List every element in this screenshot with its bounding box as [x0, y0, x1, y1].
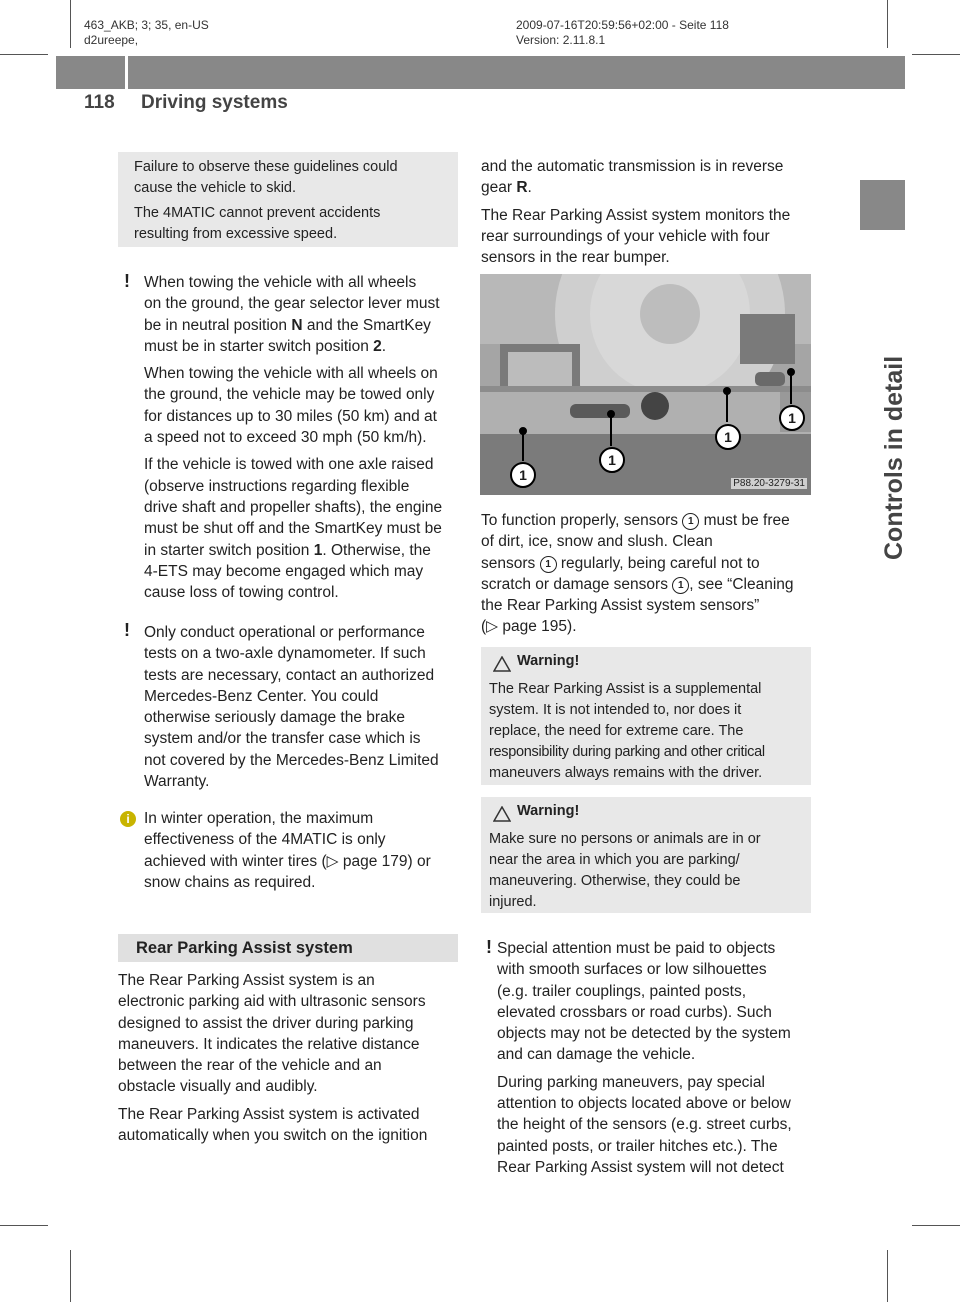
text-line: drive shaft and propeller shafts), the engine — [144, 498, 443, 516]
text-run: regularly, being careful not to — [556, 554, 760, 572]
warning-title: Warning! — [517, 653, 580, 669]
rpa-intro — [118, 970, 463, 1146]
crop-mark — [887, 1250, 888, 1302]
text-line — [481, 510, 816, 531]
exclaim-icon: ! — [124, 620, 130, 640]
text-run: be in neutral position — [144, 316, 292, 334]
text-line: attention to objects located above or below — [497, 1095, 791, 1113]
text-line: snow chains as required. — [144, 873, 316, 891]
text-line — [481, 177, 816, 198]
exclaim-icon: ! — [486, 937, 492, 957]
gear-position: N — [291, 316, 303, 334]
sensor-ref: 1 — [540, 556, 557, 573]
crop-mark — [70, 1250, 71, 1302]
photo-code: P88.20-3279-31 — [733, 478, 805, 489]
crop-mark — [887, 0, 888, 48]
section-title: Driving systems — [141, 92, 288, 113]
text-line: for distances up to 30 miles (50 km) and at — [144, 407, 437, 425]
text-line: not covered by the Mercedes-Benz Limited — [144, 751, 439, 769]
page-number: 118 — [84, 92, 115, 113]
text-line: system and/or the transfer case which is — [144, 730, 421, 748]
text-line: responsibility during parking and other critical — [489, 744, 765, 760]
text-line: designed to assist the driver during parking — [118, 1014, 414, 1032]
text-line: 4-ETS may become engaged which may — [144, 562, 424, 580]
text-line: obstacle visually and audibly. — [118, 1078, 318, 1096]
text-line: During parking maneuvers, pay special — [497, 1073, 765, 1091]
text-line: The Rear Parking Assist system is an — [118, 972, 375, 989]
text-line: Only conduct operational or performance — [144, 624, 425, 641]
text-line: replace, the need for extreme care. The — [489, 723, 744, 739]
text-line: cause loss of towing control. — [144, 584, 339, 602]
text-run: . Otherwise, the — [322, 541, 431, 559]
text-line — [481, 574, 816, 595]
text-line: tests on a two-axle dynamometer. If such — [144, 645, 426, 663]
text-line: Mercedes-Benz Center. You could — [144, 687, 379, 705]
text-line: injured. — [489, 894, 537, 910]
exclaim-icon: ! — [124, 271, 130, 291]
text-line — [144, 336, 464, 357]
header-separator — [125, 56, 128, 119]
text-line: elevated crossbars or road curbs). Such — [497, 1003, 772, 1021]
box-line: cause the vehicle to skid. — [134, 180, 297, 196]
sensor-callout-1: 1 — [599, 447, 625, 473]
crop-mark — [0, 54, 48, 55]
text-line: otherwise seriously damage the brake — [144, 709, 406, 727]
text-line: the ground, the vehicle may be towed only — [144, 386, 435, 404]
crop-mark — [912, 54, 960, 55]
meta-left-line2: d2ureepe, — [84, 33, 139, 47]
text-line: and can damage the vehicle. — [497, 1046, 696, 1064]
text-line — [144, 540, 464, 561]
text-line: When towing the vehicle with all wheels on — [144, 365, 438, 383]
box-line: Failure to observe these guidelines could — [134, 159, 398, 175]
text-line: sensors in the rear bumper. — [481, 249, 670, 267]
box-line: resulting from excessive speed. — [134, 226, 338, 242]
meta-right-line2: Version: 2.11.8.1 — [516, 33, 606, 47]
text-line: (observe instructions regarding flexible — [144, 477, 410, 495]
sensor-callout-1: 1 — [510, 462, 536, 488]
text-line: automatically when you switch on the ignition — [118, 1127, 428, 1145]
sensor-callout-1: 1 — [779, 405, 805, 431]
text-run: . — [527, 179, 532, 197]
text-line: tests are necessary, contact an authorized — [144, 666, 435, 684]
text-run: To function properly, sensors — [481, 512, 683, 529]
sensor-ref: 1 — [672, 577, 689, 594]
text-line: painted posts, or trailer hitches etc.). The — [497, 1137, 778, 1155]
text-line: If the vehicle is towed with one axle raised — [144, 456, 434, 474]
text-line: Rear Parking Assist system will not detect — [497, 1158, 784, 1176]
text-line: objects may not be detected by the system — [497, 1025, 791, 1043]
text-run: scratch or damage sensors — [481, 575, 673, 593]
text-line: must be shut off and the SmartKey must be — [144, 520, 442, 538]
warning-box-2 — [481, 797, 811, 913]
side-tab — [860, 180, 905, 230]
text-line: (e.g. trailer couplings, painted posts, — [497, 982, 746, 1000]
box-line: The 4MATIC cannot prevent accidents — [134, 205, 381, 221]
side-label: Controls in detail — [880, 355, 908, 560]
text-line: on the ground, the gear selector lever must — [144, 295, 440, 313]
objects-note — [497, 938, 817, 1178]
text-line: In winter operation, the maximum — [144, 810, 374, 827]
text-line — [481, 553, 816, 574]
warning-icon — [493, 806, 511, 822]
text-line: When towing the vehicle with all wheels — [144, 274, 417, 291]
text-run: . — [381, 337, 387, 355]
text-line: The Rear Parking Assist system monitors the — [481, 206, 791, 224]
info-icon: i — [120, 811, 136, 827]
crop-mark — [912, 1225, 960, 1226]
gear-position: R — [516, 179, 528, 197]
text-run: must be free — [699, 512, 790, 529]
warning-box-1 — [481, 647, 811, 785]
text-line: electronic parking aid with ultrasonic sensors — [118, 993, 426, 1011]
rpa-activation — [481, 156, 816, 268]
dynamometer-note — [144, 622, 464, 792]
meta-right-line1: 2009-07-16T20:59:56+02:00 - Seite 118 — [516, 18, 729, 32]
print-meta-right — [516, 18, 729, 48]
text-line: The Rear Parking Assist system is activated — [118, 1105, 420, 1123]
crop-mark — [70, 0, 71, 48]
text-line — [144, 315, 464, 336]
text-line: effectiveness of the 4MATIC is only — [144, 831, 386, 849]
text-line: the Rear Parking Assist system sensors” — [481, 597, 760, 615]
text-line: with smooth surfaces or low silhouettes — [497, 961, 767, 979]
text-run: gear — [481, 179, 517, 197]
text-line: The Rear Parking Assist is a supplemental — [489, 681, 762, 697]
sensor-ref: 1 — [682, 513, 699, 530]
text-line: maneuvers. It indicates the relative distance — [118, 1035, 420, 1053]
text-line: rear surroundings of your vehicle with four — [481, 227, 770, 245]
warning-icon — [493, 656, 511, 672]
text-line: a speed not to exceed 30 mph (50 km/h). — [144, 429, 427, 447]
text-line: Special attention must be paid to objects — [497, 940, 776, 957]
text-line: between the rear of the vehicle and an — [118, 1057, 382, 1075]
text-line: maneuvering. Otherwise, they could be — [489, 873, 741, 889]
sensor-callout-1: 1 — [715, 424, 741, 450]
sensor-callouts — [480, 274, 811, 495]
text-line: (▷ page 195). — [481, 618, 577, 636]
text-line: Warranty. — [144, 773, 210, 791]
text-line: the height of the sensors (e.g. street curbs, — [497, 1116, 792, 1134]
text-line: of dirt, ice, snow and slush. Clean — [481, 533, 713, 551]
towing-note — [144, 272, 464, 603]
text-run: must be in starter switch position — [144, 337, 374, 355]
text-run: , see “Cleaning — [689, 575, 794, 593]
guideline-box — [118, 152, 458, 247]
bumper-sensors-photo — [480, 274, 811, 495]
text-run: sensors — [481, 554, 540, 572]
switch-position: 1 — [313, 541, 323, 559]
subheading: Rear Parking Assist system — [136, 939, 353, 957]
text-line: near the area in which you are parking/ — [489, 852, 740, 868]
sensor-care — [481, 510, 816, 638]
winter-note — [144, 808, 464, 893]
text-line: Make sure no persons or animals are in or — [489, 831, 761, 847]
switch-position: 2 — [373, 337, 382, 355]
text-line: achieved with winter tires (▷ page 179) or — [144, 852, 431, 870]
crop-mark — [0, 1225, 48, 1226]
text-line: system. It is not intended to, nor does it — [489, 702, 742, 718]
text-run: in starter switch position — [144, 541, 314, 559]
warning-title: Warning! — [517, 803, 580, 819]
text-line: maneuvers always remains with the driver. — [489, 765, 763, 781]
print-meta-left — [84, 18, 209, 48]
text-line: and the automatic transmission is in reverse — [481, 158, 784, 175]
meta-left-line1: 463_AKB; 3; 35, en-US — [84, 18, 209, 32]
sensor-callout — [520, 369, 794, 461]
text-run: and the SmartKey — [302, 316, 431, 334]
